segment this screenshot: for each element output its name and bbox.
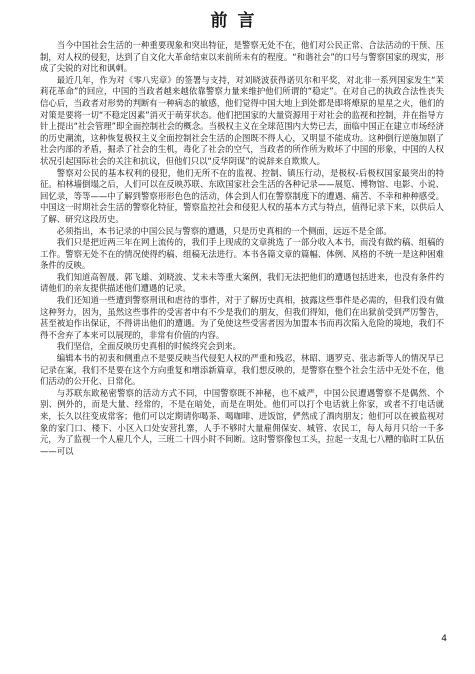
paragraph: 必须指出，本书记录的中国公民与警察的遭遇，只是历史真相的一个侧面，远远不是全部。 [56, 225, 392, 236]
paragraph: 警察对公民的基本权利的侵犯，他们无所不在的监视、控制、镇压行动，是极权-后极权国家最突出的特征。柏林墙倒塌之后，人们可以在反映苏联、东欧国家社会生活的各种记录——展览、博物馆、电影、小说、回忆录，等等——中了解到警察形形色色的活动，体会到人们在警察制度下的遭遇、痛苦、不幸和种种感受。中国这一时期社会生活的警察化特征，警察监控社会和侵犯人权的基本方式与特点，值得记录下来，以供后人了解、研究这段历史。 [40, 167, 444, 224]
paragraph: 我们坚信，全面反映历史真相的时候终究会到来。 [56, 341, 242, 352]
paragraph: 最近几年，作为对《零八宪章》的签署与支持，对刘晓波获得诺贝尔和平奖，对北非一系列国家发生“茉莉花革命”的回应，中国的当政者越来越依靠警察力量来维护他们所谓的“稳定”。在对自己的执政合法性丧失信心后，当政者对形势的判断有一种病态的敏感，他们觉得中国大地上到处都是即将燎原的星星之火，他们的对策是要将一切“不稳定因素”消灭于萌芽状态。他们把国家的大量资源用于对社会的监视和控制，并在指导方针上提出“社会管理”即全面控制社会的概念。当极权主义在全球范围内大势已去，面临中国正在建立市场经济的历史潮流，这种恢复极权主义全面控制社会生活的企图既不得人心，又明显不能成功。这种倒行逆施加剧了社会内部的矛盾，掘杀了社会的生机，毒化了社会的空气，当政者的所作所为败坏了中国的形象，中国的人权状况引起国际社会的关注和抗议，但他们只以“反华阴谋”的说辞来自欺欺人。 [40, 74, 444, 166]
page-title: 前言 [210, 11, 265, 31]
paragraph: 与苏联东欧秘密警察的活动方式不同，中国警察既不神秘，也不威严，中国公民遭遇警察不是偶然、个别、例外的，而是大量、经常的，不是在暗处，而是在明处。他们可以打个电话就上你家，或者不打电话就来，长久以往变成常客；他们可以定期请你喝茶、喝咖啡、进饭馆，俨然成了酒肉朋友；他们可以在被监视对象的家门口、楼下、小区入口处安营扎寨，人手不够时大量雇佣保安、城管、农民工，每人每月只给一千多元，为了监视一个人雇几个人，三班二十四小时不间断。这时警察像包工头，拉起一支乱七八糟的临时工队伍——可以 [40, 387, 444, 456]
body-text [40, 40, 444, 457]
paragraph: 当今中国社会生活的一种重要现象和突出特征，是警察无处不在，他们对公民正常、合法活动的干预、压制，对人权的侵犯，达到了自文化大革命结束以来前所未有的程度。“和谐社会”的口号与警察国家的现实，形成了尖锐的对比和讽刺。 [40, 40, 444, 74]
page-number: 4 [441, 634, 447, 644]
paragraph: 编辑本书的初衷和侧重点不是要反映当代侵犯人权的严重和残忍，林昭、遇罗克、张志新等人的情况早已记录在案，我们不是要在这个方向重复和增添新篇章，我们想反映的，是警察在整个社会生活中无处不在，他们活动的公开化、日常化。 [40, 353, 444, 387]
paragraph: 我们还知道一些遭到警察刑讯和虐待的事件，对于了解历史真相，披露这些事件是必需的，但我们没有做这种努力，因为，虽然这些事件的受害者中有不少是我们的朋友，但我们得知，他们在出狱前受到严厉警告，甚至被迫作出保证，不得讲出他们的遭遇。为了免使这些受害者因为加盟本书而再次陷入危险的境地，我们不得不舍弃了本来可以展现的，非常有价值的内容。 [40, 295, 444, 340]
paragraph: 我们只是把近两三年在网上流传的，我们手上现成的文章挑选了一部分收入本书，而没有做约稿、组稿的工作。警察无处不在的情况使得约稿、组稿无法进行。本书各篇文章的篇幅、体例、风格的不统一是这种困难条件的反映。 [40, 237, 444, 271]
paragraph: 我们知道高智晟、郭飞雄、刘晓波、艾未未等重大案例，我们无法把他们的遭遇包括进来，也没有条件约请他们的亲友提供描述他们遭遇的记录。 [40, 271, 444, 294]
